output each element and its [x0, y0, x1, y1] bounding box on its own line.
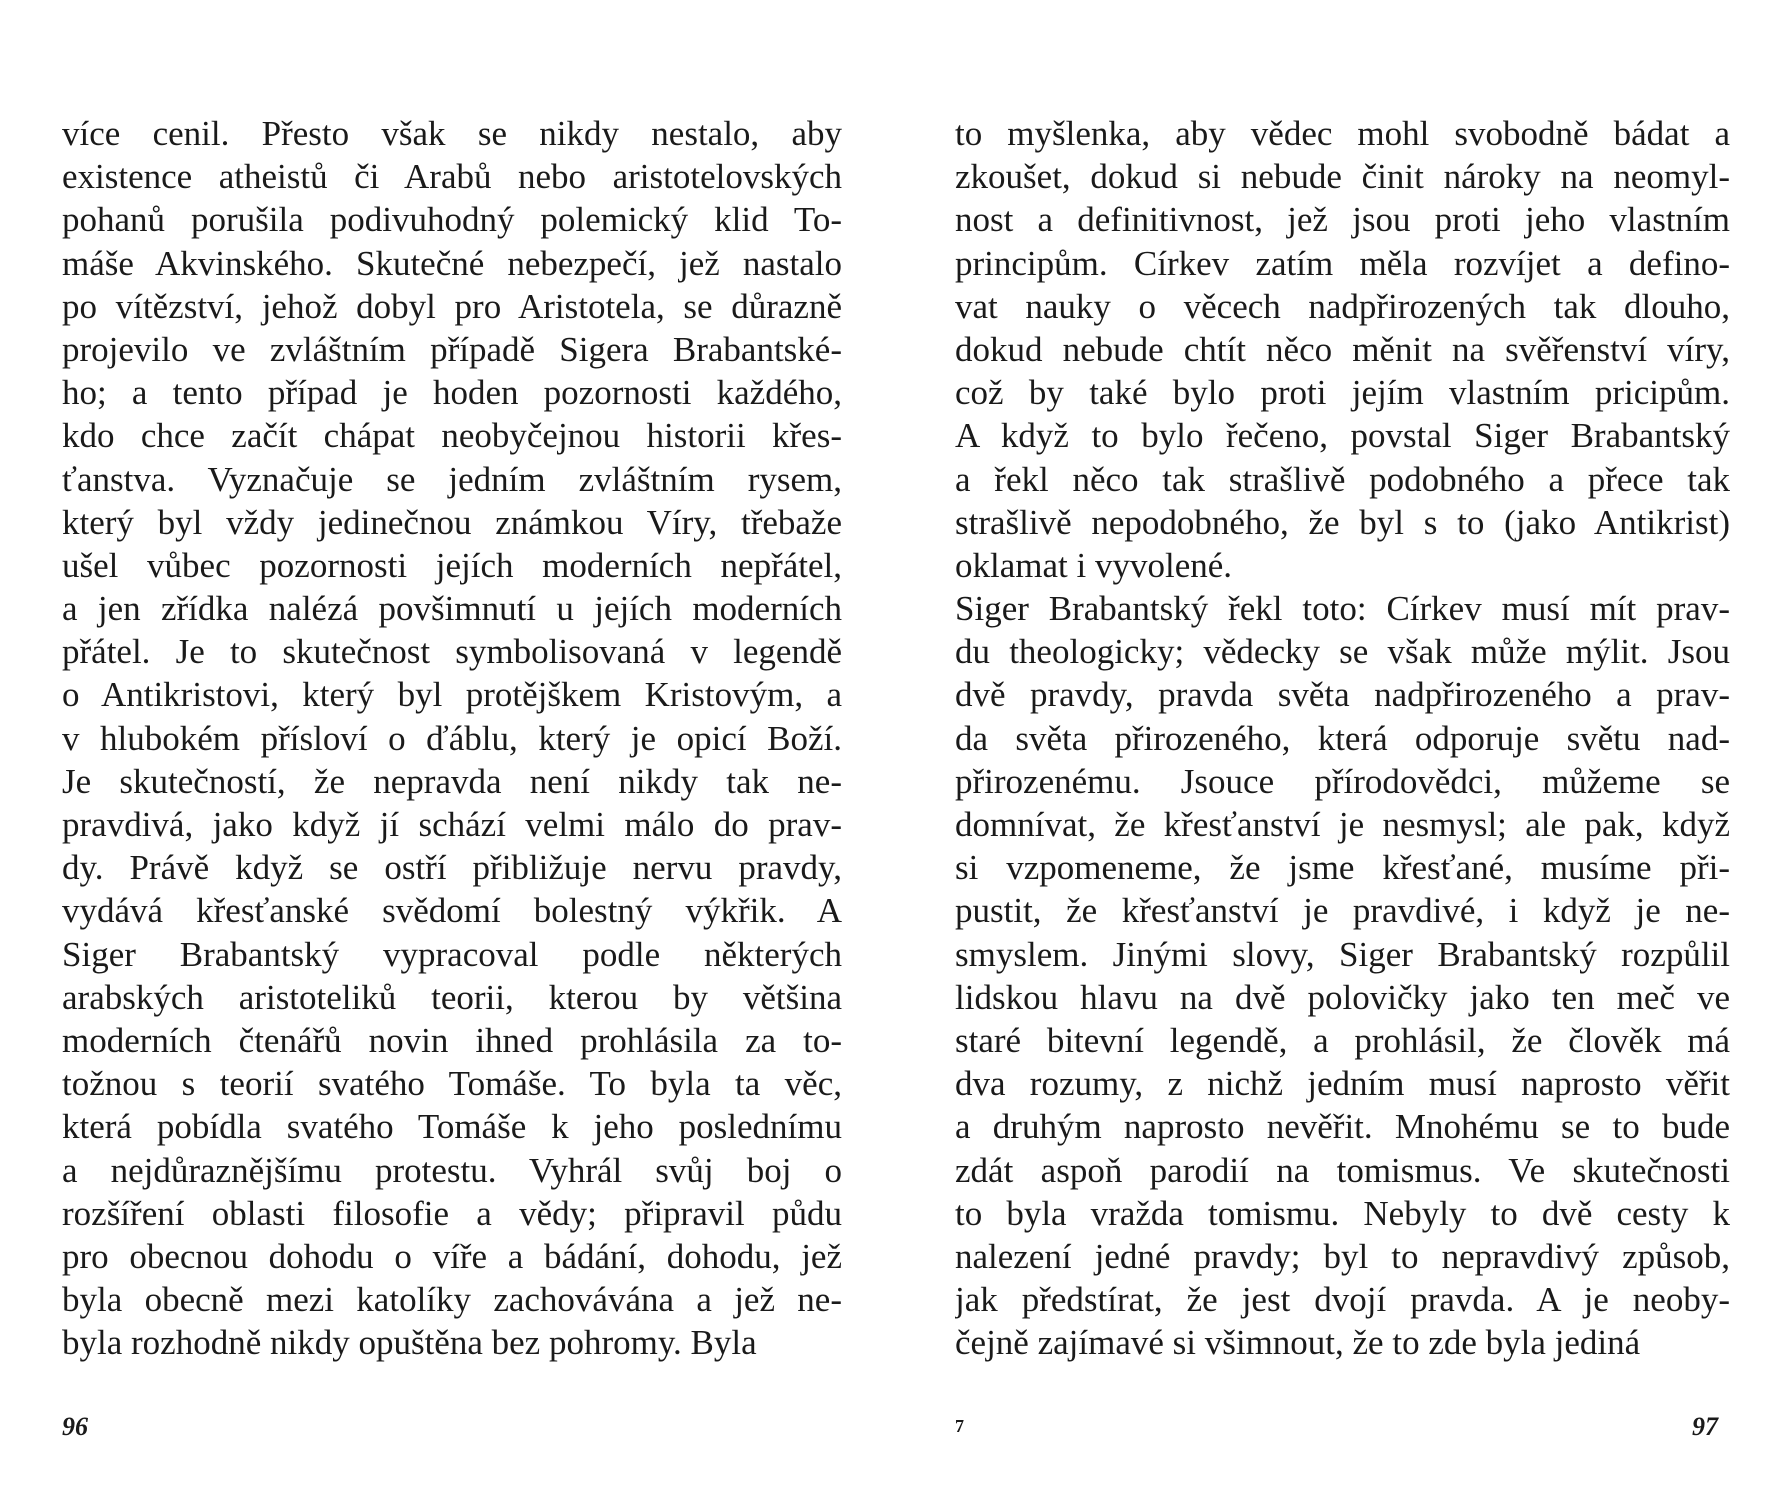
- text-line: ťanstva. Vyznačuje se jedním zvláštním rysem,: [62, 459, 842, 499]
- text-line: rozšíření oblasti filosofie a vědy; připravil půdu: [62, 1193, 842, 1233]
- text-line: zdát aspoň parodií na tomismus. Ve skutečnosti: [955, 1150, 1730, 1190]
- left-page-text: [62, 112, 842, 1364]
- text-line: da světa přirozeného, která odporuje světu nad-: [955, 718, 1730, 758]
- text-line: vat nauky o věcech nadpřirozených tak dlouho,: [955, 286, 1730, 326]
- signature-mark: 7: [955, 1416, 964, 1436]
- text-line: nost a definitivnost, jež jsou proti jeho vlastním: [955, 200, 1730, 240]
- left-page-number: 96: [62, 1412, 88, 1441]
- text-line: projevilo ve zvláštním případě Sigera Brabantské-: [62, 329, 842, 369]
- text-line: pohanů porušila podivuhodný polemický klid To-: [62, 200, 842, 240]
- text-line: která pobídla svatého Tomáše k jeho poslednímu: [62, 1107, 842, 1147]
- text-line: dy. Právě když se ostří přibližuje nervu pravdy,: [62, 848, 842, 888]
- text-line: principům. Církev zatím měla rozvíjet a defino-: [955, 243, 1730, 283]
- right-page-text: [955, 112, 1730, 1364]
- text-line: to byla vražda tomismu. Nebyly to dvě cesty k: [955, 1193, 1730, 1233]
- text-line: dokud nebude chtít něco měnit na svěřenství víry,: [955, 329, 1730, 369]
- text-line: oklamat i vyvolené.: [955, 545, 1233, 585]
- text-line: Siger Brabantský vypracoval podle některých: [62, 934, 842, 974]
- text-line: máše Akvinského. Skutečné nebezpečí, jež nastalo: [62, 243, 842, 283]
- text-line: staré bitevní legendě, a prohlásil, že člověk má: [955, 1020, 1730, 1060]
- text-line: kdo chce začít chápat neobyčejnou historii křes-: [62, 416, 842, 456]
- text-line: tožnou s teorií svatého Tomáše. To byla ta věc,: [62, 1064, 842, 1104]
- text-line: byla rozhodně nikdy opuštěna bez pohromy. Byla: [62, 1323, 757, 1363]
- text-line: ho; a tento případ je hoden pozornosti každého,: [62, 373, 842, 413]
- text-line: arabských aristoteliků teorii, kterou by většina: [62, 977, 842, 1017]
- text-line: což by také bylo proti jejím vlastním pricipům.: [955, 373, 1730, 413]
- text-line: A když to bylo řečeno, povstal Siger Brabantský: [955, 416, 1730, 456]
- text-line: a řekl něco tak strašlivě podobného a přece tak: [955, 459, 1730, 499]
- text-line: přirozenému. Jsouce přírodovědci, můžeme se: [955, 761, 1730, 801]
- text-line: přátel. Je to skutečnost symbolisovaná v legendě: [62, 632, 842, 672]
- text-line: existence atheistů či Arabů nebo aristotelovských: [62, 157, 842, 197]
- text-line: domnívat, že křesťanství je nesmysl; ale pak, když: [955, 805, 1730, 844]
- text-line: byla obecně mezi katolíky zachovávána a jež ne-: [62, 1280, 842, 1320]
- text-line: pravdivá, jako když jí schází velmi málo do prav-: [62, 805, 842, 844]
- text-line: smyslem. Jinými slovy, Siger Brabantský rozpůlil: [955, 934, 1730, 974]
- text-line: pro obecnou dohodu o víře a bádání, dohodu, jež: [62, 1236, 842, 1276]
- text-line: po vítězství, jehož dobyl pro Aristotela, se důrazně: [62, 286, 842, 326]
- text-line: jak předstírat, že jest dvojí pravda. A je neoby-: [955, 1280, 1730, 1320]
- text-line: pustit, že křesťanství je pravdivé, i když je ne-: [955, 891, 1730, 931]
- text-line: moderních čtenářů novin ihned prohlásila za to-: [62, 1020, 842, 1060]
- text-line: a druhým naprosto nevěřit. Mnohému se to bude: [955, 1107, 1730, 1147]
- text-line: dvě pravdy, pravda světa nadpřirozeného a prav-: [955, 675, 1730, 715]
- text-line: ušel vůbec pozornosti jejích moderních nepřátel,: [62, 545, 842, 585]
- text-line: který byl vždy jedinečnou známkou Víry, třebaže: [62, 502, 842, 542]
- text-line: v hlubokém přísloví o ďáblu, který je opicí Boží.: [62, 718, 842, 758]
- text-line: Siger Brabantský řekl toto: Církev musí mít prav-: [955, 589, 1730, 629]
- text-line: Je skutečností, že nepravda není nikdy tak ne-: [62, 761, 842, 801]
- text-line: a jen zřídka nalézá povšimnutí u jejích moderních: [62, 589, 842, 629]
- text-line: čejně zajímavé si všimnout, že to zde byla jediná: [955, 1323, 1641, 1363]
- text-line: lidskou hlavu na dvě polovičky jako ten meč ve: [955, 977, 1730, 1017]
- text-line: strašlivě nepodobného, že byl s to (jako Antikrist): [955, 502, 1730, 542]
- text-line: o Antikristovi, který byl protějškem Kristovým, a: [62, 675, 842, 715]
- text-line: du theologicky; vědecky se však může mýlit. Jsou: [955, 632, 1730, 672]
- text-line: vydává křesťanské svědomí bolestný výkřik. A: [62, 891, 842, 931]
- text-line: si vzpomeneme, že jsme křesťané, musíme při-: [955, 848, 1730, 888]
- text-line: dva rozumy, z nichž jedním musí naprosto věřit: [955, 1064, 1730, 1104]
- text-line: a nejdůraznějšímu protestu. Vyhrál svůj boj o: [62, 1150, 842, 1190]
- text-line: více cenil. Přesto však se nikdy nestalo, aby: [62, 114, 842, 153]
- text-line: nalezení jedné pravdy; byl to nepravdivý způsob,: [955, 1236, 1730, 1276]
- right-page-number: 97: [1692, 1412, 1718, 1441]
- text-line: to myšlenka, aby vědec mohl svobodně bádat a: [955, 114, 1730, 153]
- text-line: zkoušet, dokud si nebude činit nároky na neomyl-: [955, 157, 1730, 197]
